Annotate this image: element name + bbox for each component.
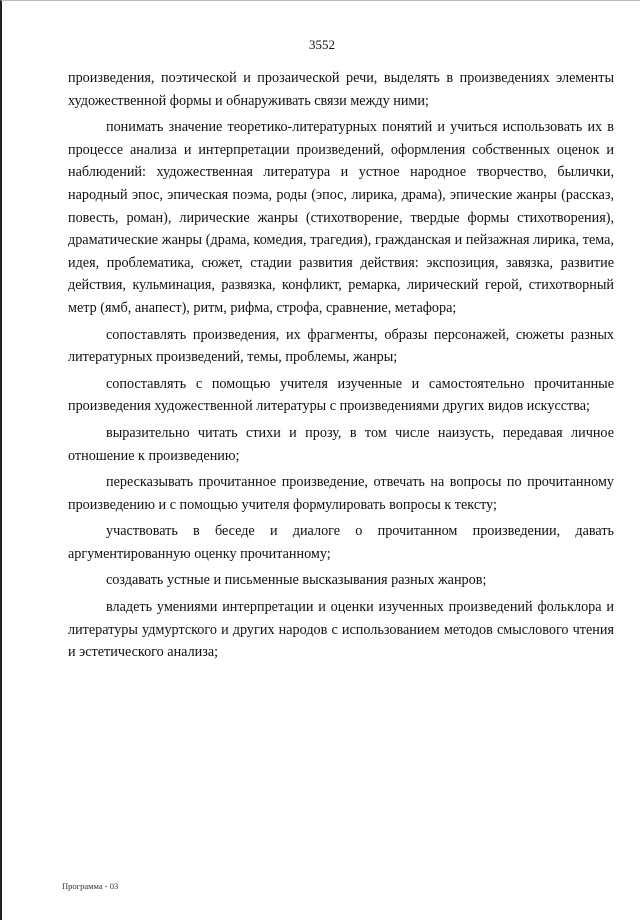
page-number: 3552 — [309, 37, 335, 52]
paragraph: участвовать в беседе и диалоге о прочитанном произведении, давать аргументированную оценку прочитанному; — [68, 523, 614, 562]
paragraph: понимать значение теоретико-литературных понятий и учиться использовать их в процессе анализа и интерпретации произведений, оформления собственных оценок и наблюдений: художественная литература и устное народное творчество, былички, народный эпос, эпическая поэма, роды (эпос, лирика, драма), эпические жанры (рассказ, повесть, роман), лирические жанры (стихотворение, твердые формы стихотворения), драматические жанры (драма, комедия, трагедия), гражданская и пейзажная лирика, тема, идея, проблематика, сюжет, стадии развития действия: экспозиция, завязка, развитие действия, кульминация, развязка, конфликт, ремарка, лирический герой, стихотворный метр (ямб, анапест), ритм, рифма, строфа, сравнение, метафора; — [68, 119, 614, 316]
paragraph: пересказывать прочитанное произведение, отвечать на вопросы по прочитанному произведению и с помощью учителя формулировать вопросы к тексту; — [68, 474, 614, 513]
paragraph: владеть умениями интерпретации и оценки изученных произведений фольклора и литературы удмуртского и других народов с использованием методов смыслового чтения и эстетического анализа; — [68, 599, 614, 661]
document-body — [68, 67, 614, 668]
paragraph: выразительно читать стихи и прозу, в том числе наизусть, передавая личное отношение к произведению; — [68, 424, 614, 464]
footer-label: Программа - 03 — [62, 881, 119, 891]
paragraph: произведения, поэтической и прозаической речи, выделять в произведениях элементы художественной формы и обнаруживать связи между ними; — [68, 70, 614, 109]
paragraph: создавать устные и письменные высказывания разных жанров; — [106, 572, 487, 589]
paragraph: сопоставлять произведения, их фрагменты, образы персонажей, сюжеты разных литературных произведений, темы, проблемы, жанры; — [68, 326, 614, 366]
paragraph: сопоставлять с помощью учителя изученные и самостоятельно прочитанные произведения художественной литературы с произведениями других видов искусства; — [68, 375, 614, 415]
